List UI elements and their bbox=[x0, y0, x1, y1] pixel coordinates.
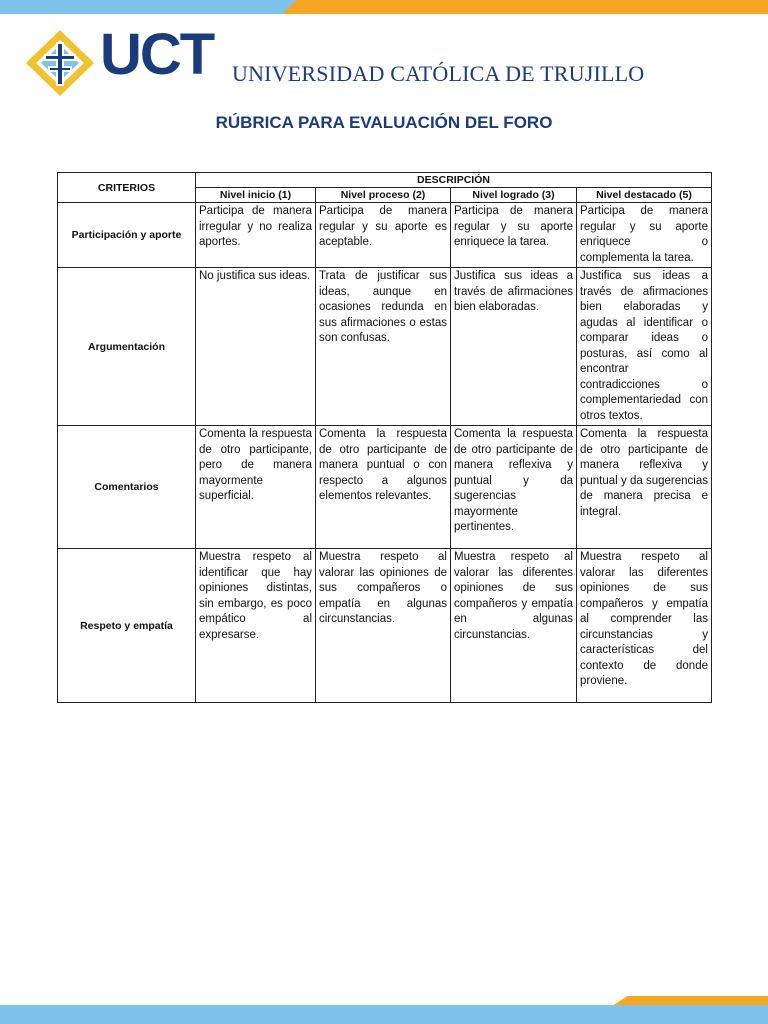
table-row bbox=[58, 268, 712, 426]
page-title: RÚBRICA PARA EVALUACIÓN DEL FORO bbox=[215, 113, 553, 132]
description-header: DESCRIPCIÓN bbox=[196, 173, 712, 188]
footer-decor-blue-bar bbox=[0, 1005, 768, 1024]
table-cell: Participa de manera regular y su aporte es aceptable. bbox=[316, 203, 451, 268]
table-cell: Muestra respeto al valorar las diferentes opiniones de sus compañeros y empatía en algunas circunstancias. bbox=[451, 549, 577, 703]
table-header-row bbox=[58, 173, 712, 188]
table-cell: Muestra respeto al identificar que hay opiniones distintas, sin embargo, es poco empático al expresarse. bbox=[196, 549, 316, 703]
table-cell: Participa de manera regular y su aporte enriquece o complementa la tarea. bbox=[577, 203, 712, 268]
table-cell: Trata de justificar sus ideas, aunque en ocasiones redunda en sus afirmaciones o estas son confusas. bbox=[316, 268, 451, 426]
level-header: Nivel destacado (5) bbox=[577, 188, 712, 203]
criterion-label: Argumentación bbox=[58, 268, 196, 426]
criterion-label: Respeto y empatía bbox=[58, 549, 196, 703]
table-cell: Comenta la respuesta de otro participante de manera reflexiva y puntual y da sugerencias mayormente pertinentes. bbox=[451, 426, 577, 549]
table-row bbox=[58, 203, 712, 268]
table-cell: Participa de manera irregular y no realiza aportes. bbox=[196, 203, 316, 268]
criterion-label: Participación y aporte bbox=[58, 203, 196, 268]
header-decor-blue-bar bbox=[0, 0, 300, 14]
university-name: UNIVERSIDAD CATÓLICA DE TRUJILLO bbox=[232, 61, 645, 86]
table-cell: Comenta la respuesta de otro participante de manera puntual o con respecto a algunos elementos relevantes. bbox=[316, 426, 451, 549]
table-row bbox=[58, 549, 712, 703]
table-cell: Justifica sus ideas a través de afirmaciones bien elaboradas y agudas al identificar o comparar ideas o posturas, así como al encontrar contradicciones o complementariedad con otros textos. bbox=[577, 268, 712, 426]
table-cell: Justifica sus ideas a través de afirmaciones bien elaboradas. bbox=[451, 268, 577, 426]
level-header: Nivel inicio (1) bbox=[196, 188, 316, 203]
table-cell: Comenta la respuesta de otro participante de manera reflexiva y puntual y da sugerencias de manera precisa e integral. bbox=[577, 426, 712, 549]
table-cell: Participa de manera regular y su aporte enriquece la tarea. bbox=[451, 203, 577, 268]
level-header: Nivel logrado (3) bbox=[451, 188, 577, 203]
table-cell: Comenta la respuesta de otro participante, pero de manera mayormente superficial. bbox=[196, 426, 316, 549]
cross-emblem-icon bbox=[24, 28, 96, 98]
rubric-table bbox=[57, 172, 712, 703]
table-row bbox=[58, 426, 712, 549]
table-cell: No justifica sus ideas. bbox=[196, 268, 316, 426]
header-decor-orange-bar bbox=[282, 0, 768, 14]
criteria-header: CRITERIOS bbox=[58, 173, 196, 203]
logo-wordmark: UCT bbox=[100, 22, 214, 87]
level-header: Nivel proceso (2) bbox=[316, 188, 451, 203]
table-cell: Muestra respeto al valorar las opiniones de sus compañeros o empatía en algunas circunstancias. bbox=[316, 549, 451, 703]
criterion-label: Comentarios bbox=[58, 426, 196, 549]
table-cell: Muestra respeto al valorar las diferentes opiniones de sus compañeros y empatía al comprender las circunstancias y características del contexto de donde proviene. bbox=[577, 549, 712, 703]
